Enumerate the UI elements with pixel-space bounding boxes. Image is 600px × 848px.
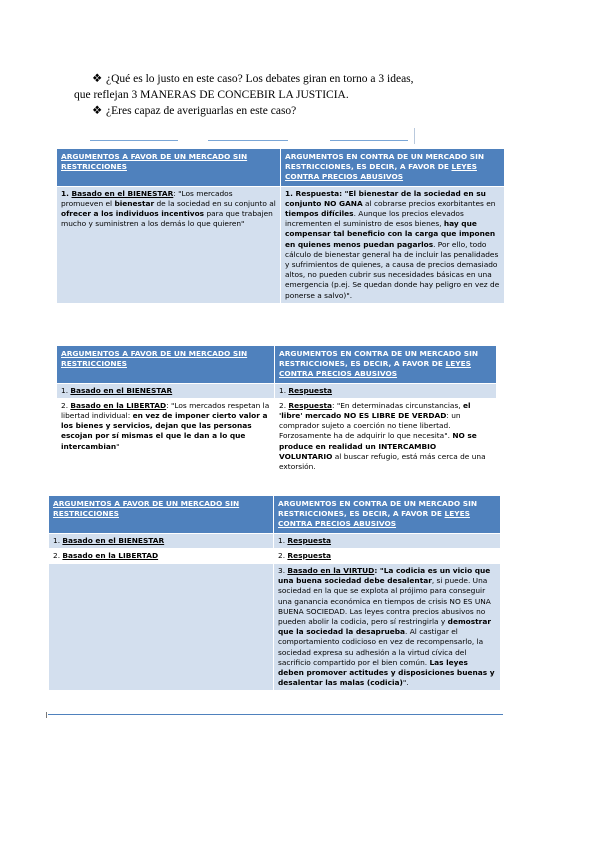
argument-welfare: 1. Basado en el BIENESTAR: "Los mercados promueven el bienestar de la sociedad en su conjunto al ofrecer a los individuos incentivos para que trabajen mucho y suministren a los demás lo que quieren" bbox=[57, 186, 281, 303]
header-against: ARGUMENTOS EN CONTRA DE UN MERCADO SIN RESTRICCIONES, ES DECIR, A FAVOR DE LEYES CONTRA PRECIOS ABUSIVOS bbox=[274, 496, 501, 534]
response-virtue: 3. Basado en la VIRTUD: "La codicia es un vicio que una buena sociedad debe desalentar, si puede. Una sociedad en la que se explota al prójimo para conseguir una ganancia económica en tiempos de crisis NO ES UNA BUENA SOCIEDAD. Las leyes contra precios abusivos no pueden abolir la codicia, pero sí restringirla y demostrar que la sociedad la desaprueba. Al castigar el comportamiento codicioso en vez de recompensarlo, la sociedad expresa su adhesión a la virtud cívica del sacrificio compartido por el bien común. Las leyes deben promover actitudes y disposiciones buenas y desalentar las malas (codicia)". bbox=[274, 564, 501, 691]
table-row bbox=[49, 548, 501, 563]
intro-line-2: que reflejan 3 MANERAS DE CONCEBIR LA JUSTICIA. bbox=[74, 89, 349, 101]
table-row bbox=[57, 398, 497, 474]
intro-line-3: ❖ ¿Eres capaz de averiguarlas en este caso? bbox=[92, 105, 297, 117]
response-freedom: 2. Respuesta: "En determinadas circunstancias, el 'libre' mercado NO ES LIBRE DE VERDAD: un comprador sujeto a coerción no tiene libertad. Forzosamente ha de adquirir lo que necesita". NO se produce en realidad un INTERCAMBIO VOLUNTARIO al buscar refugio, está más cerca de una extorsión. bbox=[275, 398, 497, 474]
table-row bbox=[49, 564, 501, 691]
argument-empty bbox=[49, 564, 274, 691]
header-against: ARGUMENTOS EN CONTRA DE UN MERCADO SIN RESTRICCIONES, ES DECIR, A FAVOR DE LEYES CONTRA PRECIOS ABUSIVOS bbox=[275, 346, 497, 384]
intro-line-1: ❖ ¿Qué es lo justo en este caso? Los debates giran en torno a 3 ideas, bbox=[92, 73, 414, 85]
response-welfare: 1. Respuesta: "El bienestar de la sociedad en su conjunto NO GANA al cobrarse precios exorbitantes en tiempos difíciles. Aunque los precios elevados incrementen el suministro de esos bienes, hay que compensar tal beneficio con la carga que imponen en quienes menos puedan pagarlos. Por ello, todo cálculo de bienestar general ha de incluir las penalidades y sufrimientos de quienes, a causa de precios demasiado altos, no pueden cubrir sus necesidades básicas en una emergencia (p.ej. Se quedan donde hay peligro en vez de ponerse a salvo)". bbox=[281, 186, 505, 303]
header-against: ARGUMENTOS EN CONTRA DE UN MERCADO SIN RESTRICCIONES, ES DECIR, A FAVOR DE LEYES CONTRA PRECIOS ABUSIVOS bbox=[281, 149, 505, 187]
answer-blank-3[interactable] bbox=[330, 140, 408, 141]
answer-blanks bbox=[56, 128, 416, 144]
bottom-rule bbox=[48, 714, 503, 715]
divider bbox=[414, 128, 415, 144]
text-cursor-mark bbox=[46, 712, 47, 718]
diamond-bullet-icon: ❖ bbox=[92, 105, 103, 117]
arguments-table-1 bbox=[56, 148, 505, 304]
header-for: ARGUMENTOS A FAVOR DE UN MERCADO SIN RESTRICCIONES bbox=[57, 149, 281, 187]
arguments-table-3 bbox=[48, 495, 501, 691]
answer-blank-1[interactable] bbox=[90, 140, 178, 141]
header-for: ARGUMENTOS A FAVOR DE UN MERCADO SIN RESTRICCIONES bbox=[49, 496, 274, 534]
diamond-bullet-icon: ❖ bbox=[92, 73, 103, 85]
table-row bbox=[57, 383, 497, 398]
response-welfare: 1. Respuesta bbox=[275, 383, 497, 398]
table-row bbox=[57, 186, 505, 303]
table-row bbox=[49, 533, 501, 548]
response-welfare: 1. Respuesta bbox=[274, 533, 501, 548]
argument-freedom: 2. Basado en la LIBERTAD bbox=[49, 548, 274, 563]
answer-blank-2[interactable] bbox=[208, 140, 288, 141]
argument-welfare: 1. Basado en el BIENESTAR bbox=[49, 533, 274, 548]
header-for: ARGUMENTOS A FAVOR DE UN MERCADO SIN RESTRICCIONES bbox=[57, 346, 275, 384]
arguments-table-2 bbox=[56, 345, 497, 475]
response-freedom: 2. Respuesta bbox=[274, 548, 501, 563]
argument-welfare: 1. Basado en el BIENESTAR bbox=[57, 383, 275, 398]
argument-freedom: 2. Basado en la LIBERTAD: "Los mercados respetan la libertad individual: en vez de imponer cierto valor a los bienes y servicios, dejan que las personas escojan por sí mismas el que le dan a lo que intercambian" bbox=[57, 398, 275, 474]
